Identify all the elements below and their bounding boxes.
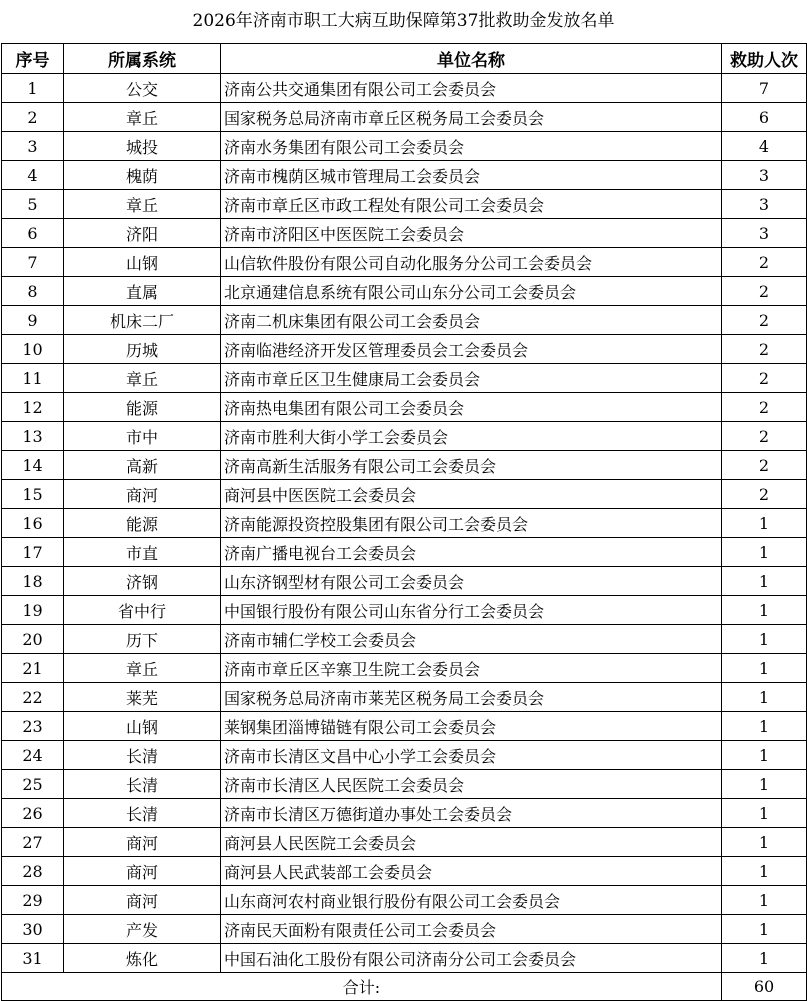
cell-no: 22 [2,683,64,712]
table-row [2,335,807,364]
cell-unit: 莱钢集团淄博锚链有限公司工会委员会 [221,712,722,741]
cell-unit: 商河县中医医院工会委员会 [221,480,722,509]
cell-no: 9 [2,306,64,335]
column-header-system: 所属系统 [64,44,221,74]
cell-count: 1 [722,770,807,799]
cell-no: 28 [2,857,64,886]
cell-unit: 济南市长清区万德街道办事处工会委员会 [221,799,722,828]
table-row [2,480,807,509]
cell-unit: 国家税务总局济南市莱芜区税务局工会委员会 [221,683,722,712]
table-row [2,219,807,248]
cell-no: 12 [2,393,64,422]
cell-count: 1 [722,915,807,944]
table-row [2,596,807,625]
cell-count: 7 [722,74,807,103]
cell-count: 1 [722,538,807,567]
cell-system: 济钢 [64,567,221,596]
table-row [2,712,807,741]
cell-unit: 济南临港经济开发区管理委员会工会委员会 [221,335,722,364]
cell-unit: 国家税务总局济南市章丘区税务局工会委员会 [221,103,722,132]
table-row [2,509,807,538]
table-row [2,944,807,973]
cell-system: 历下 [64,625,221,654]
cell-system: 省中行 [64,596,221,625]
cell-no: 25 [2,770,64,799]
cell-count: 1 [722,625,807,654]
cell-unit: 济南市章丘区辛寨卫生院工会委员会 [221,654,722,683]
cell-count: 3 [722,219,807,248]
cell-no: 29 [2,886,64,915]
cell-unit: 商河县人民武装部工会委员会 [221,857,722,886]
column-header-count: 救助人次 [722,44,807,74]
cell-no: 2 [2,103,64,132]
cell-no: 20 [2,625,64,654]
cell-count: 2 [722,451,807,480]
cell-count: 1 [722,712,807,741]
cell-unit: 商河县人民医院工会委员会 [221,828,722,857]
table-row [2,828,807,857]
cell-count: 1 [722,596,807,625]
column-header-unit: 单位名称 [221,44,722,74]
table-row [2,567,807,596]
table-row [2,248,807,277]
cell-no: 31 [2,944,64,973]
table-row [2,277,807,306]
cell-system: 直属 [64,277,221,306]
cell-system: 章丘 [64,190,221,219]
cell-system: 莱芜 [64,683,221,712]
table-row [2,741,807,770]
cell-unit: 济南市胜利大街小学工会委员会 [221,422,722,451]
relief-list-table [1,43,807,1001]
cell-count: 1 [722,567,807,596]
column-header-no: 序号 [2,44,64,74]
cell-unit: 济南市章丘区市政工程处有限公司工会委员会 [221,190,722,219]
cell-count: 2 [722,422,807,451]
cell-unit: 济南高新生活服务有限公司工会委员会 [221,451,722,480]
cell-count: 2 [722,335,807,364]
cell-system: 市直 [64,538,221,567]
cell-no: 13 [2,422,64,451]
cell-unit: 济南能源投资控股集团有限公司工会委员会 [221,509,722,538]
cell-no: 17 [2,538,64,567]
cell-system: 章丘 [64,103,221,132]
cell-count: 2 [722,248,807,277]
cell-system: 炼化 [64,944,221,973]
table-row [2,451,807,480]
cell-unit: 山东商河农村商业银行股份有限公司工会委员会 [221,886,722,915]
cell-count: 1 [722,799,807,828]
cell-system: 章丘 [64,364,221,393]
table-row [2,683,807,712]
cell-unit: 山信软件股份有限公司自动化服务分公司工会委员会 [221,248,722,277]
cell-no: 21 [2,654,64,683]
table-row [2,161,807,190]
table-row [2,799,807,828]
cell-count: 1 [722,886,807,915]
table-row [2,306,807,335]
table-row [2,654,807,683]
cell-count: 1 [722,654,807,683]
cell-system: 机床二厂 [64,306,221,335]
cell-no: 1 [2,74,64,103]
cell-count: 2 [722,277,807,306]
cell-count: 2 [722,393,807,422]
cell-unit: 中国银行股份有限公司山东省分行工会委员会 [221,596,722,625]
total-row [2,973,807,1001]
cell-system: 章丘 [64,654,221,683]
cell-unit: 中国石油化工股份有限公司济南分公司工会委员会 [221,944,722,973]
table-row [2,422,807,451]
cell-unit: 济南市槐荫区城市管理局工会委员会 [221,161,722,190]
table-row [2,915,807,944]
cell-unit: 济南热电集团有限公司工会委员会 [221,393,722,422]
table-row [2,393,807,422]
cell-no: 24 [2,741,64,770]
cell-system: 济阳 [64,219,221,248]
total-label: 合计: [2,973,722,1001]
cell-unit: 山东济钢型材有限公司工会委员会 [221,567,722,596]
cell-unit: 济南水务集团有限公司工会委员会 [221,132,722,161]
cell-no: 30 [2,915,64,944]
cell-system: 商河 [64,886,221,915]
cell-no: 10 [2,335,64,364]
cell-unit: 济南市章丘区卫生健康局工会委员会 [221,364,722,393]
cell-count: 1 [722,683,807,712]
cell-system: 山钢 [64,712,221,741]
cell-unit: 济南市济阳区中医医院工会委员会 [221,219,722,248]
table-row [2,190,807,219]
cell-count: 6 [722,103,807,132]
cell-system: 长清 [64,799,221,828]
cell-system: 市中 [64,422,221,451]
table-row [2,364,807,393]
cell-no: 19 [2,596,64,625]
cell-system: 历城 [64,335,221,364]
cell-system: 商河 [64,480,221,509]
cell-no: 6 [2,219,64,248]
cell-no: 14 [2,451,64,480]
cell-unit: 济南公共交通集团有限公司工会委员会 [221,74,722,103]
cell-count: 1 [722,741,807,770]
cell-count: 1 [722,857,807,886]
table-row [2,103,807,132]
cell-no: 15 [2,480,64,509]
cell-no: 3 [2,132,64,161]
cell-unit: 济南市辅仁学校工会委员会 [221,625,722,654]
table-row [2,770,807,799]
cell-system: 公交 [64,74,221,103]
cell-no: 8 [2,277,64,306]
cell-unit: 北京通建信息系统有限公司山东分公司工会委员会 [221,277,722,306]
cell-count: 3 [722,190,807,219]
cell-count: 4 [722,132,807,161]
cell-unit: 济南广播电视台工会委员会 [221,538,722,567]
total-value: 60 [722,973,807,1001]
cell-system: 长清 [64,770,221,799]
cell-unit: 济南民天面粉有限责任公司工会委员会 [221,915,722,944]
cell-no: 4 [2,161,64,190]
cell-count: 2 [722,480,807,509]
cell-no: 5 [2,190,64,219]
cell-no: 11 [2,364,64,393]
cell-no: 26 [2,799,64,828]
table-body [2,74,807,973]
cell-count: 2 [722,364,807,393]
cell-system: 产发 [64,915,221,944]
page-title: 2026年济南市职工大病互助保障第37批救助金发放名单 [192,11,615,31]
cell-system: 商河 [64,857,221,886]
cell-system: 槐荫 [64,161,221,190]
table-header-row [2,44,807,74]
cell-count: 3 [722,161,807,190]
cell-system: 山钢 [64,248,221,277]
cell-system: 能源 [64,509,221,538]
cell-no: 18 [2,567,64,596]
cell-count: 1 [722,944,807,973]
cell-unit: 济南二机床集团有限公司工会委员会 [221,306,722,335]
table-row [2,132,807,161]
cell-system: 长清 [64,741,221,770]
cell-no: 16 [2,509,64,538]
table-row [2,886,807,915]
table-row [2,74,807,103]
table-row [2,857,807,886]
cell-count: 1 [722,509,807,538]
cell-system: 城投 [64,132,221,161]
cell-count: 1 [722,828,807,857]
cell-no: 27 [2,828,64,857]
cell-count: 2 [722,306,807,335]
table-row [2,538,807,567]
cell-no: 7 [2,248,64,277]
cell-system: 高新 [64,451,221,480]
cell-no: 23 [2,712,64,741]
table-row [2,625,807,654]
cell-system: 能源 [64,393,221,422]
cell-unit: 济南市长清区人民医院工会委员会 [221,770,722,799]
cell-unit: 济南市长清区文昌中心小学工会委员会 [221,741,722,770]
cell-system: 商河 [64,828,221,857]
